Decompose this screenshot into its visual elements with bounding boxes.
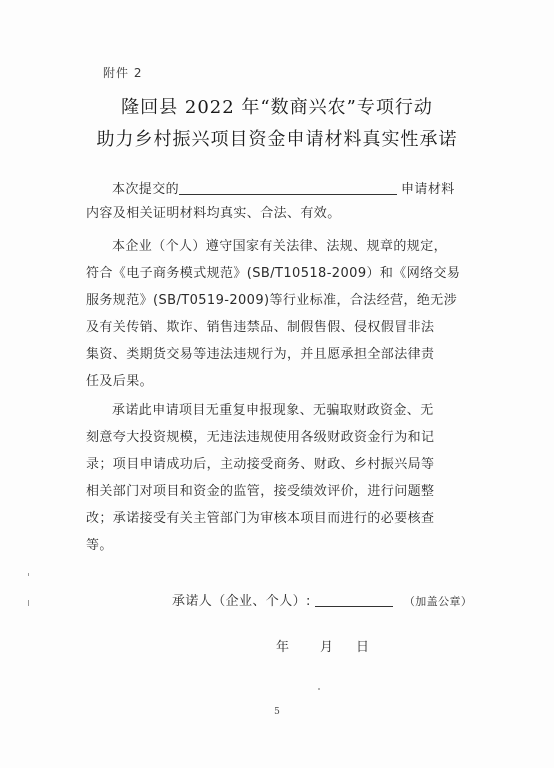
blank-fill-line <box>179 180 397 195</box>
paragraph-2-line-6: 任及后果。 <box>86 374 154 389</box>
page-number: 5 <box>274 707 280 717</box>
paragraph-3-line-3: 录；项目申请成功后，主动接受商务、财政、乡村振兴局等 <box>86 457 435 472</box>
paragraph-1-suffix: 申请材料 <box>401 182 455 197</box>
signature-line <box>172 590 472 609</box>
paragraph-1-line-1 <box>86 178 478 202</box>
paragraph-2-line-1: 本企业（个人）遵守国家有关法律、法规、规章的规定， <box>112 239 448 254</box>
document-title-line-2: 助力乡村振兴项目资金申请材料真实性承诺 <box>96 129 458 150</box>
signature-label: 承诺人（企业、个人）: <box>172 594 311 609</box>
document-title-line-1: 隆回县 2022 年“数商兴农”专项行动 <box>121 97 433 118</box>
paragraph-1-line-2: 内容及相关证明材料均真实、合法、有效。 <box>86 206 341 221</box>
signature-blank-line <box>315 592 393 607</box>
paragraph-3-line-5: 改；承诺接受有关主管部门为审核本项目而进行的必要核查 <box>86 511 435 526</box>
paragraph-2-line-3: 服务规范》(SB/T0519-2009)等行业标准，合法经营，绝无涉 <box>86 293 458 308</box>
paragraph-3-line-6: 等。 <box>86 538 113 553</box>
paragraph-2-line-2: 符合《电子商务模式规范》(SB/T10518-2009）和《网络交易 <box>86 266 461 281</box>
scan-speck <box>28 600 29 606</box>
scan-speck <box>28 573 29 576</box>
paragraph-1-prefix: 本次提交的 <box>112 182 180 197</box>
scan-speck <box>318 688 320 690</box>
date-day-label: 日 <box>356 640 370 655</box>
paragraph-3-line-4: 相关部门对项目和资金的监管，接受绩效评价，进行问题整 <box>86 484 435 499</box>
date-year-label: 年 <box>276 640 290 655</box>
paragraph-2-line-4: 及有关传销、欺诈、销售违禁品、制假售假、侵权假冒非法 <box>86 320 435 335</box>
attachment-label: 附件 2 <box>103 66 143 80</box>
paragraph-2-line-5: 集资、类期货交易等违法违规行为，并且愿承担全部法律责 <box>86 347 435 362</box>
seal-note: （加盖公章） <box>403 595 473 608</box>
paragraph-3-line-1: 承诺此申请项目无重复申报现象、无骗取财政资金、无 <box>112 403 434 418</box>
date-month-label: 月 <box>320 640 334 655</box>
paragraph-3-line-2: 刻意夸大投资规模，无违法违规使用各级财政资金行为和记 <box>86 430 435 445</box>
